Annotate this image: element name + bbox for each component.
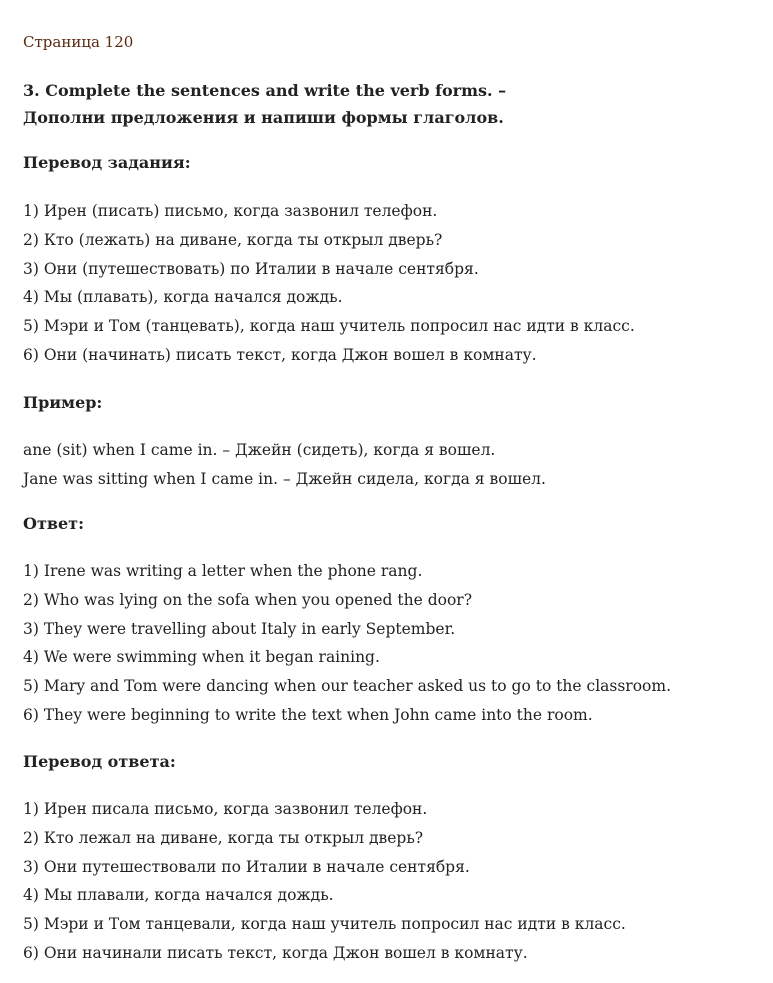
task-title-russian: Дополни предложения и напиши формы глаголов. [23,108,504,127]
list-item: 6) Они (начинать) писать текст, когда Джон вошел в комнату. [23,345,537,364]
list-item: 2) Кто лежал на диване, когда ты открыл дверь? [23,828,424,847]
list-item: 6) They were beginning to write the text when John came into the room. [23,705,593,724]
list-item: 2) Кто (лежать) на диване, когда ты открыл дверь? [23,230,443,249]
list-item: 5) Мэри и Том (танцевать), когда наш учитель попросил нас идти в класс. [23,317,635,336]
list-item: 4) We were swimming when it began raining. [23,648,380,667]
list-item: 2) Who was lying on the sofa when you opened the door? [23,590,473,609]
page-number: Страница 120 [23,33,134,51]
translation-task-list [23,197,635,370]
translation-task-heading: Перевод задания: [23,153,191,172]
answer-list [23,557,671,730]
list-item: 3) Они путешествовали по Италии в начале сентября. [23,857,470,876]
example-list [23,436,546,494]
list-item: 6) Они начинали писать текст, когда Джон вошел в комнату. [23,943,528,962]
answer-translation-list [23,795,626,968]
list-item: 1) Ирен писала письмо, когда зазвонил телефон. [23,800,428,818]
list-item: 3) Они (путешествовать) по Италии в начале сентября. [23,259,479,278]
list-item: 4) Мы (плавать), когда начался дождь. [23,288,343,307]
list-item: Jane was sitting when I came in. – Джейн сидела, когда я вошел. [23,469,546,488]
list-item: 5) Мэри и Том танцевали, когда наш учитель попросил нас идти в класс. [23,915,626,934]
list-item: 1) Ирен (писать) письмо, когда зазвонил телефон. [23,202,438,220]
list-item: 1) Irene was writing a letter when the phone rang. [23,562,423,580]
answer-heading: Ответ: [23,514,84,533]
answer-translation-heading: Перевод ответа: [23,752,176,771]
list-item: 3) They were travelling about Italy in early September. [23,619,456,638]
example-heading: Пример: [23,393,103,412]
task-title [23,77,506,131]
list-item: 5) Mary and Tom were dancing when our teacher asked us to go to the classroom. [23,677,671,696]
task-title-english: 3. Complete the sentences and write the verb forms. – [23,81,507,100]
list-item: 4) Мы плавали, когда начался дождь. [23,886,334,905]
list-item: ane (sit) when I came in. – Джейн (сидеть), когда я вошел. [23,441,496,459]
